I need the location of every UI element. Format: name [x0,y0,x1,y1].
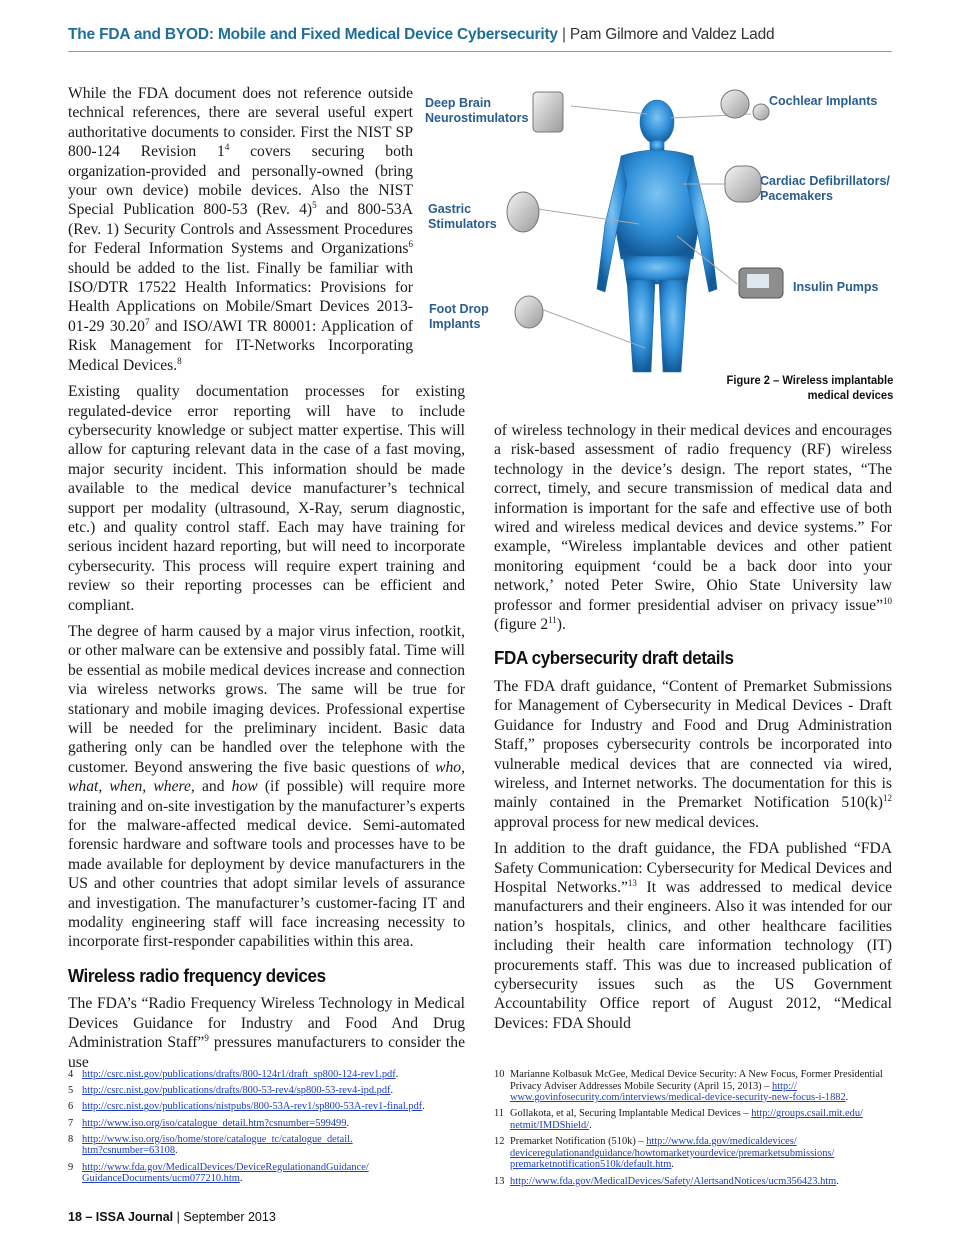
footnote-4-link[interactable]: http://csrc.nist.gov/publications/drafts/800-124r1/draft_sp800-124-rev1.pdf [82,1069,396,1080]
footnote-9-link[interactable]: http://www.fda.gov/MedicalDevices/DeviceRegulationandGuidance/ GuidanceDocuments/ucm077210.htm [82,1161,369,1185]
footnote-12-link[interactable]: http://www.fda.gov/medicaldevices/ deviceregulationandguidance/howtomarketyourdevice/premarketsubmissions/ premarketnotification510k/default.htm [510,1136,835,1171]
footnote-5-link[interactable]: http://csrc.nist.gov/publications/drafts/800-53-rev4/sp800-53-rev4-ipd.pdf [82,1085,391,1097]
label-cochlear: Cochlear Implants [769,94,878,108]
footnote-13: 13 http://www.fda.gov/MedicalDevices/Safety/AlertsandNotices/ucm356423.htm. [494,1175,839,1187]
device-gastric [507,192,539,232]
header-title: The FDA and BYOD: Mobile and Fixed Medical Device Cybersecurity [68,26,558,43]
label-deep-brain: Deep Brain Neurostimulators [425,96,529,125]
footer-date: September 2013 [183,1210,276,1224]
footnote-11-link[interactable]: http://groups.csail.mit.edu/ netmit/IMDShield/ [510,1108,863,1131]
left-paragraph-1: While the FDA document does not reference outside technical references, there are several useful expert authoritative documents to consider. First the NIST SP 800-124 Revision $1^4$ covers securing both organization-provided and personally-owned (bring your own device) mobile devices. Also the NIST Special Publication 800-53 (Rev. 4)$^5$ and 800-53A (Rev. 1) Security Controls and Assessment Procedures for Federal Information Systems and Organizations$^6$ should be added to the list. Finally be familiar with ISO/DTR 17522 Health Informatics: Provisions for Health Applications on Mobile/Smart Devices 2013-01-29 30.20$^7$ and ISO/AWI TR 80001: Application of Risk Management for IT-Networks Incorporating Medical Devices.$^8$ [68,85,414,374]
footer-page: 18 – ISSA Journal [68,1210,174,1224]
footnote-6: 6 http://csrc.nist.gov/publications/nistpubs/800-53A-rev1/sp800-53A-rev1-final.pdf. [68,1101,425,1113]
footnotes-left [68,1069,465,1189]
footnote-10-link[interactable]: http:// www.govinfosecurity.com/interviews/medical-device-security-new-focus-i-1882 [510,1080,846,1104]
footnote-7: 7 http://www.iso.org/iso/catalogue_detail.htm?csnumber=599499. [68,1117,350,1129]
footnote-10: 10 Marianne Kolbasuk McGee, Medical Device Security: A New Focus, Former Presidential Privacy Adviser Addresses Mobile Security (April 15, 2013) – http:// www.govinfosecurity.com/interviews/medical-device-security-new-focus-i-1882. [494,1069,883,1104]
footnote-8-link[interactable]: http://www.iso.org/iso/home/store/catalogue_tc/catalogue_detail. htm?csnumber=63108 [82,1133,353,1157]
figure-caption: Figure 2 – Wireless implantable medical devices [726,373,893,402]
left-paragraph-2: Existing quality documentation processes for existing regulated-device error reporting will have to include cybersecurity knowledge or subject matter expertise. This will allow for capturing relevant data in the case of a fast moving, major security incident. This information should be made available to the medical device manufacturer’s technical support per modality (ultrasound, X-Ray, serum diagnostic, etc.) and quality control staff. Each may have training for serious incident hazard reporting, but will need to incorporate cybersecurity. This process will require expert training and review so their reporting processes can be efficient and compliant. [68,383,465,614]
left-paragraph-4: The FDA’s “Radio Frequency Wireless Technology in Medical Devices Guidance for Industry and Food And Drug Administration Staff”$^9$ pressures manufacturers to consider the use [68,995,465,1071]
device-cochlear [721,90,769,120]
footnote-11: 11 Gollakota, et al, Securing Implantable Medical Devices – http://groups.csail.mit.edu/ netmit/IMDShield/. [494,1108,863,1131]
right-paragraph-1: of wireless technology in their medical devices and encourages a risk-based assessment of radio frequency (RF) wireless technology in the device’s design. The report states, “The correct, timely, and secure transmission of medical data and information is important for the safe and effective use of both wired and wireless medical devices and device systems.” For example, “Wireless implantable devices and other patient monitoring equipment ‘could be a back door into your network,’ noted Peter Swire, Ohio State University law professor and former presidential adviser on privacy issue”$^{10}$ (figure $2^{11}$). [494,422,892,634]
footnote-8: 8 http://www.iso.org/iso/home/store/catalogue_tc/catalogue_detail. htm?csnumber=63108. [68,1133,353,1157]
footer-separator: | [176,1210,180,1224]
human-figure [597,100,717,372]
footnote-5: 5 http://csrc.nist.gov/publications/drafts/800-53-rev4/sp800-53-rev4-ipd.pdf. [68,1085,394,1097]
footnote-12: 12 Premarket Notification (510k) – http://www.fda.gov/medicaldevices/ deviceregulationandguidance/howtomarketyourdevice/premarketsubmissions/ premarketnotification510k/default.htm. [494,1136,835,1171]
device-pacemaker [725,166,761,202]
footnotes-right [494,1069,892,1192]
right-column [494,421,892,1040]
figure-wireless-implants [421,84,893,402]
footnote-6-link[interactable]: http://csrc.nist.gov/publications/nistpubs/800-53A-rev1/sp800-53A-rev1-final.pdf [82,1101,423,1113]
header-rule [68,51,892,52]
device-insulin-pump [739,268,783,298]
running-header [68,26,892,44]
page-footer [68,1210,276,1224]
label-cardiac: Cardiac Defibrillators/ Pacemakers [760,174,890,203]
section-heading-fda-draft: FDA cybersecurity draft details [494,647,734,669]
footnote-7-link[interactable]: http://www.iso.org/iso/catalogue_detail.htm?csnumber=599499 [82,1117,347,1129]
device-deep-brain [533,92,563,132]
right-paragraph-2: The FDA draft guidance, “Content of Premarket Submissions for Management of Cybersecurity in Medical Devices - Draft Guidance for Industry and Food and Drug Administration Staff,” proposes cybersecurity controls be incorporated into vulnerable medical devices that are connected via wired, wireless, and Internet networks. The documentation for this is mainly contained in the Premarket Notification $510(k)^{12}$ approval process for new medical devices. [494,677,892,831]
left-paragraph-3: The degree of harm caused by a major virus infection, rootkit, or other malware can be extensive and possibly fatal. Time will be essential as mobile medical devices increase and connection via wireless networks grows. The same will be true for stationary and mobile imaging devices. Professional expertise will be needed for the preliminary incident. Basic data gathering only can be handled over the telephone with the customer. Beyond answering the five basic questions of who, what, when, where, and how (if possible) will require more training and on-site investigation by the manufacturer’s experts for the malware-affected medical device. Semi-automated forensic hardware and software tools and processes have to be made available for deployment by device manufacturers in the US and other countries that adopt similar levels of assurance and investigation. The manufacturer’s customer-facing IT and modality engineering staff will face increasing necessity to incorporate first-responder capabilities within this area. [68,622,465,951]
footnote-4: 4 http://csrc.nist.gov/publications/drafts/800-124r1/draft_sp800-124-rev1.pdf. [68,1069,399,1080]
device-foot-drop [515,296,543,328]
right-paragraph-3: In addition to the draft guidance, the FDA published “FDA Safety Communication: Cybersecurity for Medical Devices and Hospital Networks.”$^{13}$ It was addressed to medical device manufacturers and their engineers. Also it was intended for our nation’s hospitals, clinics, and other healthcare facilities including their health care information technology (IT) procurements staff. This was due to increased publication of cybersecurity issues such as the US Government Accountability Office report of August 2012, “Medical Devices: FDA Should [494,840,892,1032]
label-insulin: Insulin Pumps [793,280,879,294]
header-separator: | [561,26,566,43]
footnote-13-link[interactable]: http://www.fda.gov/MedicalDevices/Safety/AlertsandNotices/ucm356423.htm [510,1175,837,1187]
label-gastric: Gastric Stimulators [428,202,497,231]
section-heading-wireless-rf: Wireless radio frequency devices [68,964,326,986]
header-authors: Pam Gilmore and Valdez Ladd [569,26,775,43]
left-column [68,84,465,1079]
footnote-9: 9 http://www.fda.gov/MedicalDevices/DeviceRegulationandGuidance/ GuidanceDocuments/ucm077210.htm. [68,1161,369,1185]
label-foot-drop: Foot Drop Implants [429,302,489,331]
